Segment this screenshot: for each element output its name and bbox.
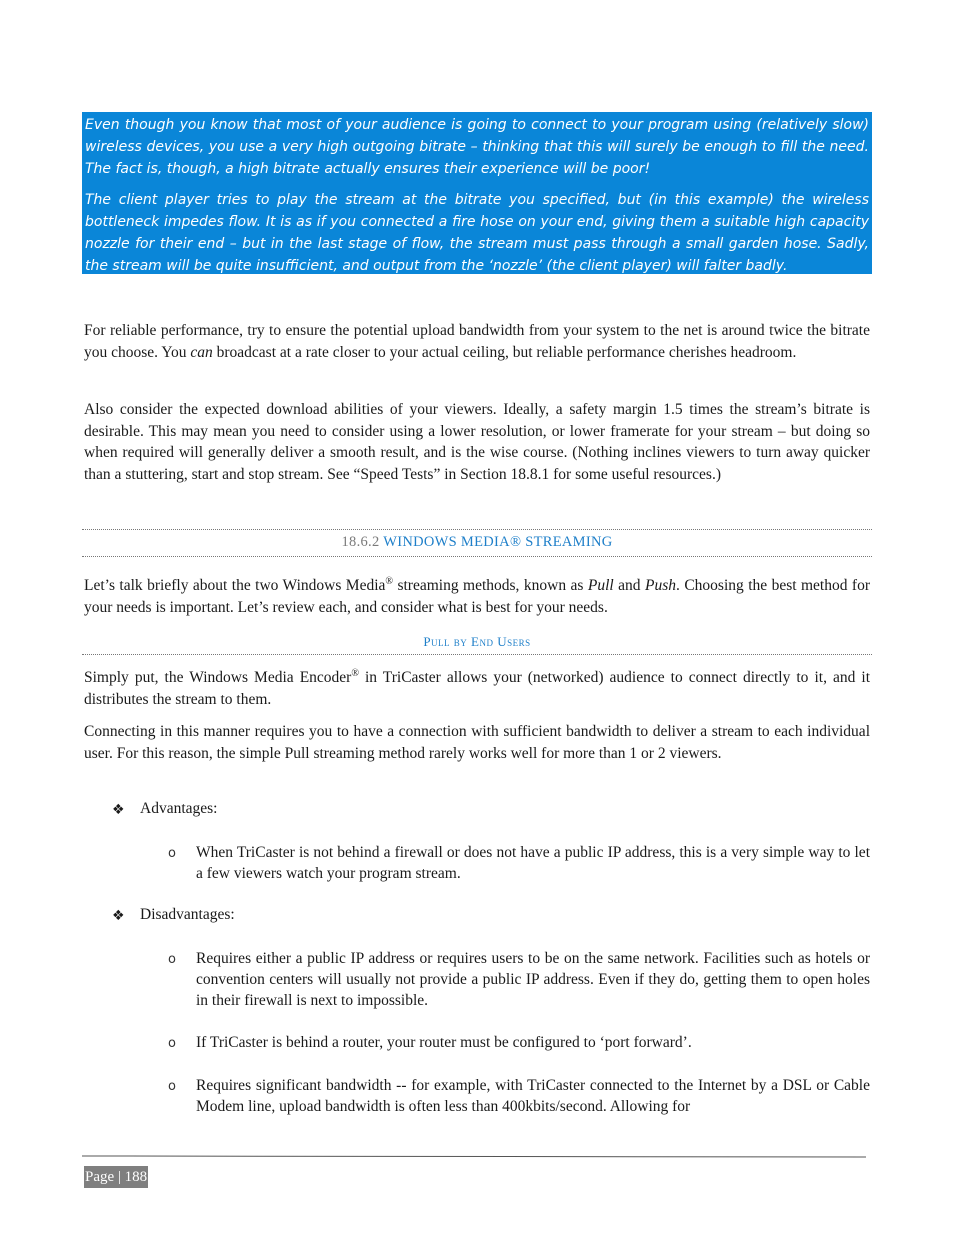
disadvantage-item: Requires significant bandwidth -- for example, with TriCaster connected to the Internet by a DSL or Cable Modem line, upload bandwidth is often less than 400kbits/second. Allowing for bbox=[196, 1077, 870, 1115]
circle-bullet-icon: o bbox=[168, 952, 176, 967]
warning-callout bbox=[82, 112, 872, 274]
page-number: Page | 188 bbox=[84, 1166, 148, 1188]
paragraph-download-abilities: Also consider the expected download abilities of your viewers. Ideally, a safety margin 1.5 times the stream’s bitrate is desirable. This may mean you need to consider using a lower resolution, or lower framerate for your stream – but doing so when required will generally deliver a smooth result, and is the wise course. (Nothing inclines viewers to turn away quicker than a stuttering, start and stop stream. See “Speed Tests” in Section 18.8.1 for some useful resources.) bbox=[84, 401, 870, 483]
disadvantages-label: Disadvantages: bbox=[140, 906, 235, 923]
diamond-bullet-icon: ❖ bbox=[112, 908, 125, 924]
subsection-heading: Pull by End Users bbox=[423, 634, 531, 649]
footer-rule bbox=[82, 1155, 866, 1157]
subsection-rule bbox=[82, 654, 872, 655]
callout-paragraph: The client player tries to play the stream at the bitrate you specified, but (in this example) the wireless bottleneck impedes flow. It is as if you connected a fire hose on your end, giving them a suitable high capacity nozzle for their end – but in the last stage of flow, the stream must pass through a small garden hose. Sadly, the stream will be quite insufficient, and output from the ‘nozzle’ (the client player) will falter badly. bbox=[85, 192, 869, 274]
advantage-item: When TriCaster is not behind a firewall or does not have a public IP address, this is a very simple way to let a few viewers watch your program stream. bbox=[196, 844, 870, 882]
circle-bullet-icon: o bbox=[168, 1036, 176, 1051]
paragraph-reliable-performance: For reliable performance, try to ensure the potential upload bandwidth from your system to the net is around twice the bitrate you choose. You can broadcast at a rate closer to your actual ceiling, but reliable performance cherishes headroom. bbox=[84, 322, 870, 361]
section-rule-top bbox=[82, 529, 872, 530]
disadvantage-item: If TriCaster is behind a router, your router must be configured to ‘port forward’. bbox=[196, 1034, 692, 1051]
section-heading bbox=[82, 534, 872, 551]
section-number: 18.6.2 bbox=[341, 534, 380, 550]
paragraph-pull-bandwidth: Connecting in this manner requires you to have a connection with sufficient bandwidth to deliver a stream to each individual user. For this reason, the simple Pull streaming method rarely works well for more than 1 or 2 viewers. bbox=[84, 723, 870, 762]
circle-bullet-icon: o bbox=[168, 846, 176, 861]
paragraph-intro: Let’s talk briefly about the two Windows Media® streaming methods, known as Pull and Push. Choosing the best method for your needs is important. Let’s review each, and consider what is best for your needs. bbox=[84, 576, 870, 616]
circle-bullet-icon: o bbox=[168, 1079, 176, 1094]
callout-paragraph: Even though you know that most of your audience is going to connect to your program using (relatively slow) wireless devices, you use a very high outgoing bitrate – thinking that this will surely be enough to fill the need. The fact is, though, a high bitrate actually ensures their experience will be poor! bbox=[85, 117, 869, 177]
advantages-label: Advantages: bbox=[140, 800, 218, 817]
disadvantage-item: Requires either a public IP address or requires users to be on the same network. Facilities such as hotels or convention centers will usually not provide a public IP address. Even if they do, getting them to open holes in their firewall is next to impossible. bbox=[196, 950, 870, 1009]
diamond-bullet-icon: ❖ bbox=[112, 802, 125, 818]
section-rule-bottom bbox=[82, 556, 872, 557]
paragraph-pull-intro: Simply put, the Windows Media Encoder® in TriCaster allows your (networked) audience to connect directly to it, and it distributes the stream to them. bbox=[84, 668, 871, 708]
section-title: WINDOWS MEDIA® STREAMING bbox=[383, 534, 613, 550]
